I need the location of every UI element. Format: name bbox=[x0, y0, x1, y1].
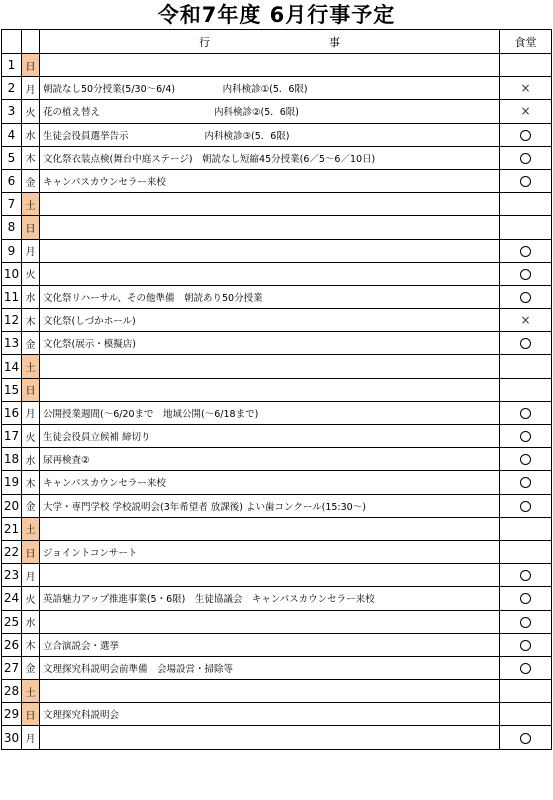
event-text: キャンパスカウンセラー来校 bbox=[40, 471, 500, 494]
weekday: 日 bbox=[22, 216, 40, 239]
weekday: 月 bbox=[22, 564, 40, 587]
event-text: 大学・専門学校 学校説明会(3年希望者 放課後) よい歯コンクール(15:30～) bbox=[40, 494, 500, 517]
day-number: 1 bbox=[2, 54, 22, 77]
event-text bbox=[40, 517, 500, 540]
event-text bbox=[40, 564, 500, 587]
day-number: 18 bbox=[2, 448, 22, 471]
day-number: 27 bbox=[2, 656, 22, 679]
canteen-status bbox=[500, 378, 552, 401]
schedule-row bbox=[2, 517, 552, 540]
event-text: 文化祭(展示・模擬店) bbox=[40, 332, 500, 355]
event-text: 尿再検査② bbox=[40, 448, 500, 471]
weekday: 水 bbox=[22, 448, 40, 471]
canteen-status bbox=[500, 517, 552, 540]
weekday: 木 bbox=[22, 633, 40, 656]
event-text: 立合演説会・選挙 bbox=[40, 633, 500, 656]
weekday: 火 bbox=[22, 425, 40, 448]
canteen-status bbox=[500, 123, 552, 146]
event-text: 文化祭リハーサル、その他準備 朝読あり50分授業 bbox=[40, 285, 500, 308]
canteen-status bbox=[500, 77, 552, 100]
schedule-row bbox=[2, 285, 552, 308]
weekday: 月 bbox=[22, 77, 40, 100]
canteen-status bbox=[500, 448, 552, 471]
event-text bbox=[40, 378, 500, 401]
canteen-status bbox=[500, 425, 552, 448]
canteen-open-mark bbox=[520, 431, 531, 442]
canteen-open-mark bbox=[520, 593, 531, 604]
canteen-status bbox=[500, 494, 552, 517]
schedule-row bbox=[2, 656, 552, 679]
event-text bbox=[40, 355, 500, 378]
schedule-row bbox=[2, 77, 552, 100]
day-number: 28 bbox=[2, 680, 22, 703]
weekday: 土 bbox=[22, 680, 40, 703]
schedule-row bbox=[2, 216, 552, 239]
event-text: キャンパスカウンセラー来校 bbox=[40, 169, 500, 192]
canteen-status bbox=[500, 355, 552, 378]
header-day-cell bbox=[2, 30, 22, 54]
canteen-open-mark bbox=[520, 269, 531, 280]
day-number: 20 bbox=[2, 494, 22, 517]
schedule-row bbox=[2, 239, 552, 262]
schedule-row bbox=[2, 494, 552, 517]
header-canteen: 食堂 bbox=[500, 30, 552, 54]
day-number: 9 bbox=[2, 239, 22, 262]
weekday: 金 bbox=[22, 169, 40, 192]
weekday: 日 bbox=[22, 703, 40, 726]
canteen-status bbox=[500, 564, 552, 587]
canteen-status bbox=[500, 285, 552, 308]
event-text: 英語魅力アップ推進事業(5・6限) 生徒協議会 キャンパスカウンセラー来校 bbox=[40, 587, 500, 610]
canteen-status bbox=[500, 633, 552, 656]
schedule-row bbox=[2, 401, 552, 424]
header-events bbox=[40, 30, 500, 54]
day-number: 23 bbox=[2, 564, 22, 587]
weekday: 月 bbox=[22, 401, 40, 424]
canteen-status bbox=[500, 656, 552, 679]
day-number: 8 bbox=[2, 216, 22, 239]
day-number: 3 bbox=[2, 100, 22, 123]
event-text bbox=[40, 680, 500, 703]
weekday: 日 bbox=[22, 54, 40, 77]
day-number: 13 bbox=[2, 332, 22, 355]
schedule-row bbox=[2, 146, 552, 169]
canteen-status bbox=[500, 216, 552, 239]
canteen-open-mark bbox=[520, 176, 531, 187]
weekday: 土 bbox=[22, 517, 40, 540]
weekday: 木 bbox=[22, 309, 40, 332]
schedule-row bbox=[2, 633, 552, 656]
event-text: 文理探究科説明会 bbox=[40, 703, 500, 726]
weekday: 木 bbox=[22, 146, 40, 169]
event-text: 文化祭(しづかホール) bbox=[40, 309, 500, 332]
schedule-row bbox=[2, 193, 552, 216]
header-weekday-cell bbox=[22, 30, 40, 54]
weekday: 水 bbox=[22, 123, 40, 146]
canteen-closed-mark: × bbox=[520, 313, 531, 328]
schedule-row bbox=[2, 540, 552, 563]
event-text: 花の植え替え 内科検診②(5．6限) bbox=[40, 100, 500, 123]
day-number: 30 bbox=[2, 726, 22, 749]
weekday: 火 bbox=[22, 587, 40, 610]
event-text: ジョイントコンサート bbox=[40, 540, 500, 563]
event-text bbox=[40, 239, 500, 262]
weekday: 月 bbox=[22, 239, 40, 262]
weekday: 火 bbox=[22, 262, 40, 285]
event-text: 生徒会役員選挙告示 内科検診③(5．6限) bbox=[40, 123, 500, 146]
schedule-row bbox=[2, 587, 552, 610]
schedule-row bbox=[2, 378, 552, 401]
canteen-open-mark bbox=[520, 663, 531, 674]
schedule-table bbox=[1, 29, 552, 750]
canteen-status bbox=[500, 540, 552, 563]
day-number: 26 bbox=[2, 633, 22, 656]
schedule-row bbox=[2, 309, 552, 332]
day-number: 10 bbox=[2, 262, 22, 285]
schedule-row bbox=[2, 471, 552, 494]
weekday: 日 bbox=[22, 378, 40, 401]
schedule-row bbox=[2, 680, 552, 703]
canteen-status bbox=[500, 146, 552, 169]
schedule-row bbox=[2, 169, 552, 192]
event-text bbox=[40, 610, 500, 633]
day-number: 16 bbox=[2, 401, 22, 424]
schedule-row bbox=[2, 703, 552, 726]
canteen-status bbox=[500, 703, 552, 726]
schedule-row bbox=[2, 610, 552, 633]
canteen-open-mark bbox=[520, 408, 531, 419]
header-events-char-1: 行 bbox=[199, 35, 210, 49]
canteen-status bbox=[500, 332, 552, 355]
day-number: 19 bbox=[2, 471, 22, 494]
canteen-open-mark bbox=[520, 153, 531, 164]
canteen-status bbox=[500, 239, 552, 262]
event-text: 生徒会役員立候補 締切り bbox=[40, 425, 500, 448]
weekday: 月 bbox=[22, 726, 40, 749]
canteen-status bbox=[500, 169, 552, 192]
event-text: 文理探究科説明会前準備 会場設営・掃除等 bbox=[40, 656, 500, 679]
canteen-status bbox=[500, 726, 552, 749]
canteen-closed-mark: × bbox=[520, 104, 531, 119]
day-number: 25 bbox=[2, 610, 22, 633]
canteen-open-mark bbox=[520, 454, 531, 465]
canteen-status bbox=[500, 100, 552, 123]
schedule-row bbox=[2, 100, 552, 123]
event-text bbox=[40, 54, 500, 77]
canteen-open-mark bbox=[520, 477, 531, 488]
weekday: 金 bbox=[22, 332, 40, 355]
day-number: 14 bbox=[2, 355, 22, 378]
header-events-char-2: 事 bbox=[329, 35, 340, 49]
canteen-status bbox=[500, 587, 552, 610]
weekday: 土 bbox=[22, 355, 40, 378]
page-title: 令和7年度 6月行事予定 bbox=[157, 3, 396, 27]
day-number: 29 bbox=[2, 703, 22, 726]
canteen-status bbox=[500, 262, 552, 285]
canteen-open-mark bbox=[520, 617, 531, 628]
canteen-open-mark bbox=[520, 130, 531, 141]
day-number: 7 bbox=[2, 193, 22, 216]
event-text: 文化祭衣装点検(舞台中庭ステージ) 朝読なし短縮45分授業(6／5～6／10日) bbox=[40, 146, 500, 169]
day-number: 6 bbox=[2, 169, 22, 192]
canteen-open-mark bbox=[520, 733, 531, 744]
weekday: 水 bbox=[22, 285, 40, 308]
schedule-row bbox=[2, 448, 552, 471]
weekday: 日 bbox=[22, 540, 40, 563]
canteen-closed-mark: × bbox=[520, 81, 531, 96]
schedule-row bbox=[2, 262, 552, 285]
schedule-row bbox=[2, 564, 552, 587]
weekday: 火 bbox=[22, 100, 40, 123]
schedule-row bbox=[2, 332, 552, 355]
day-number: 11 bbox=[2, 285, 22, 308]
canteen-open-mark bbox=[520, 338, 531, 349]
event-text bbox=[40, 216, 500, 239]
weekday: 金 bbox=[22, 494, 40, 517]
header-row bbox=[2, 30, 552, 54]
schedule-row bbox=[2, 355, 552, 378]
canteen-status bbox=[500, 309, 552, 332]
event-text bbox=[40, 262, 500, 285]
canteen-status bbox=[500, 680, 552, 703]
day-number: 12 bbox=[2, 309, 22, 332]
event-text bbox=[40, 726, 500, 749]
weekday: 土 bbox=[22, 193, 40, 216]
canteen-status bbox=[500, 610, 552, 633]
canteen-status bbox=[500, 54, 552, 77]
schedule-row bbox=[2, 425, 552, 448]
weekday: 金 bbox=[22, 656, 40, 679]
day-number: 17 bbox=[2, 425, 22, 448]
canteen-open-mark bbox=[520, 292, 531, 303]
day-number: 4 bbox=[2, 123, 22, 146]
day-number: 2 bbox=[2, 77, 22, 100]
canteen-status bbox=[500, 193, 552, 216]
weekday: 木 bbox=[22, 471, 40, 494]
schedule-row bbox=[2, 123, 552, 146]
canteen-open-mark bbox=[520, 640, 531, 651]
canteen-open-mark bbox=[520, 570, 531, 581]
day-number: 22 bbox=[2, 540, 22, 563]
event-text bbox=[40, 193, 500, 216]
canteen-open-mark bbox=[520, 501, 531, 512]
day-number: 21 bbox=[2, 517, 22, 540]
weekday: 水 bbox=[22, 610, 40, 633]
day-number: 15 bbox=[2, 378, 22, 401]
event-text: 公開授業週間(～6/20まで 地域公開(～6/18まで) bbox=[40, 401, 500, 424]
schedule-row bbox=[2, 54, 552, 77]
day-number: 24 bbox=[2, 587, 22, 610]
event-text: 朝読なし50分授業(5/30～6/4) 内科検診①(5．6限) bbox=[40, 77, 500, 100]
canteen-status bbox=[500, 401, 552, 424]
day-number: 5 bbox=[2, 146, 22, 169]
canteen-open-mark bbox=[520, 246, 531, 257]
canteen-status bbox=[500, 471, 552, 494]
schedule-row bbox=[2, 726, 552, 749]
